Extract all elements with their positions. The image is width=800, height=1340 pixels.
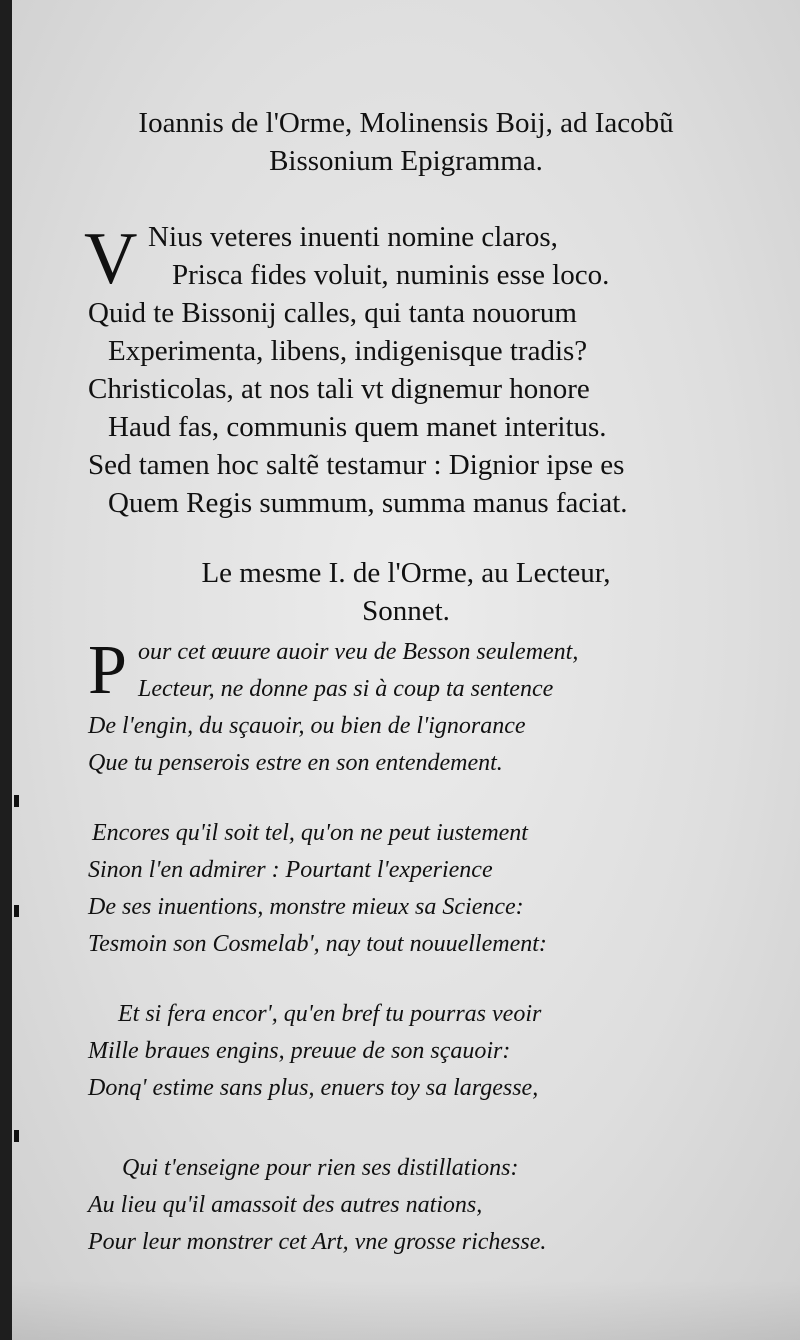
sonnet-s4-line-3: Pour leur monstrer cet Art, vne grosse richesse. [88, 1229, 547, 1255]
sonnet-s1-line-2: Lecteur, ne donne pas si à coup ta sentence [138, 676, 554, 702]
epigram-line-6: Haud fas, communis quem manet interitus. [108, 411, 607, 443]
epigram-line-4: Experimenta, libens, indigenisque tradis? [108, 335, 588, 367]
epigram-line-8: Quem Regis summum, summa manus faciat. [108, 487, 628, 519]
epigram-line-7: Sed tamen hoc saltẽ testamur : Dignior ipse es [88, 449, 625, 481]
sonnet-s2-line-4: Tesmoin son Cosmelab', nay tout nouuellement: [88, 931, 547, 957]
sonnet-s3-line-2: Mille braues engins, preuue de son sçauoir: [88, 1038, 511, 1064]
epigram-line-5: Christicolas, at nos tali vt dignemur honore [88, 373, 590, 405]
binding-mark [14, 905, 19, 917]
sonnet-title-line-2: Sonnet. [362, 595, 450, 627]
sonnet-s3-line-3: Donq' estime sans plus, enuers toy sa largesse, [88, 1075, 539, 1101]
epigram-title-line-2: Bissonium Epigramma. [269, 145, 543, 177]
sonnet-s1-line-4: Que tu penserois estre en son entendement. [88, 750, 503, 776]
binding-mark [14, 1130, 19, 1142]
epigram-drop-cap: V [84, 218, 138, 300]
sonnet-s1-line-1: our cet œuure auoir veu de Besson seulement, [138, 639, 579, 665]
epigram-line-3: Quid te Bissonij calles, qui tanta nouorum [88, 297, 577, 329]
epigram-line-1: Nius veteres inuenti nomine claros, [148, 221, 558, 253]
sonnet-s2-line-1: Encores qu'il soit tel, qu'on ne peut iustement [92, 820, 528, 846]
binding-mark [14, 795, 19, 807]
sonnet-s3-line-1: Et si fera encor', qu'en bref tu pourras veoir [118, 1001, 542, 1027]
sonnet-s2-line-2: Sinon l'en admirer : Pourtant l'experience [88, 857, 493, 883]
sonnet-drop-cap: P [88, 632, 127, 709]
epigram-line-2: Prisca fides voluit, numinis esse loco. [172, 259, 610, 291]
sonnet-s1-line-3: De l'engin, du sçauoir, ou bien de l'ignorance [88, 713, 526, 739]
sonnet-s2-line-3: De ses inuentions, monstre mieux sa Science: [88, 894, 524, 920]
sonnet-title-line-1: Le mesme I. de l'Orme, au Lecteur, [201, 557, 611, 589]
epigram-title-line-1: Ioannis de l'Orme, Molinensis Boij, ad Iacobũ [138, 107, 674, 139]
sonnet-s4-line-1: Qui t'enseigne pour rien ses distillations: [122, 1155, 519, 1181]
sonnet-s4-line-2: Au lieu qu'il amassoit des autres nations, [88, 1192, 483, 1218]
book-page [12, 0, 800, 1340]
